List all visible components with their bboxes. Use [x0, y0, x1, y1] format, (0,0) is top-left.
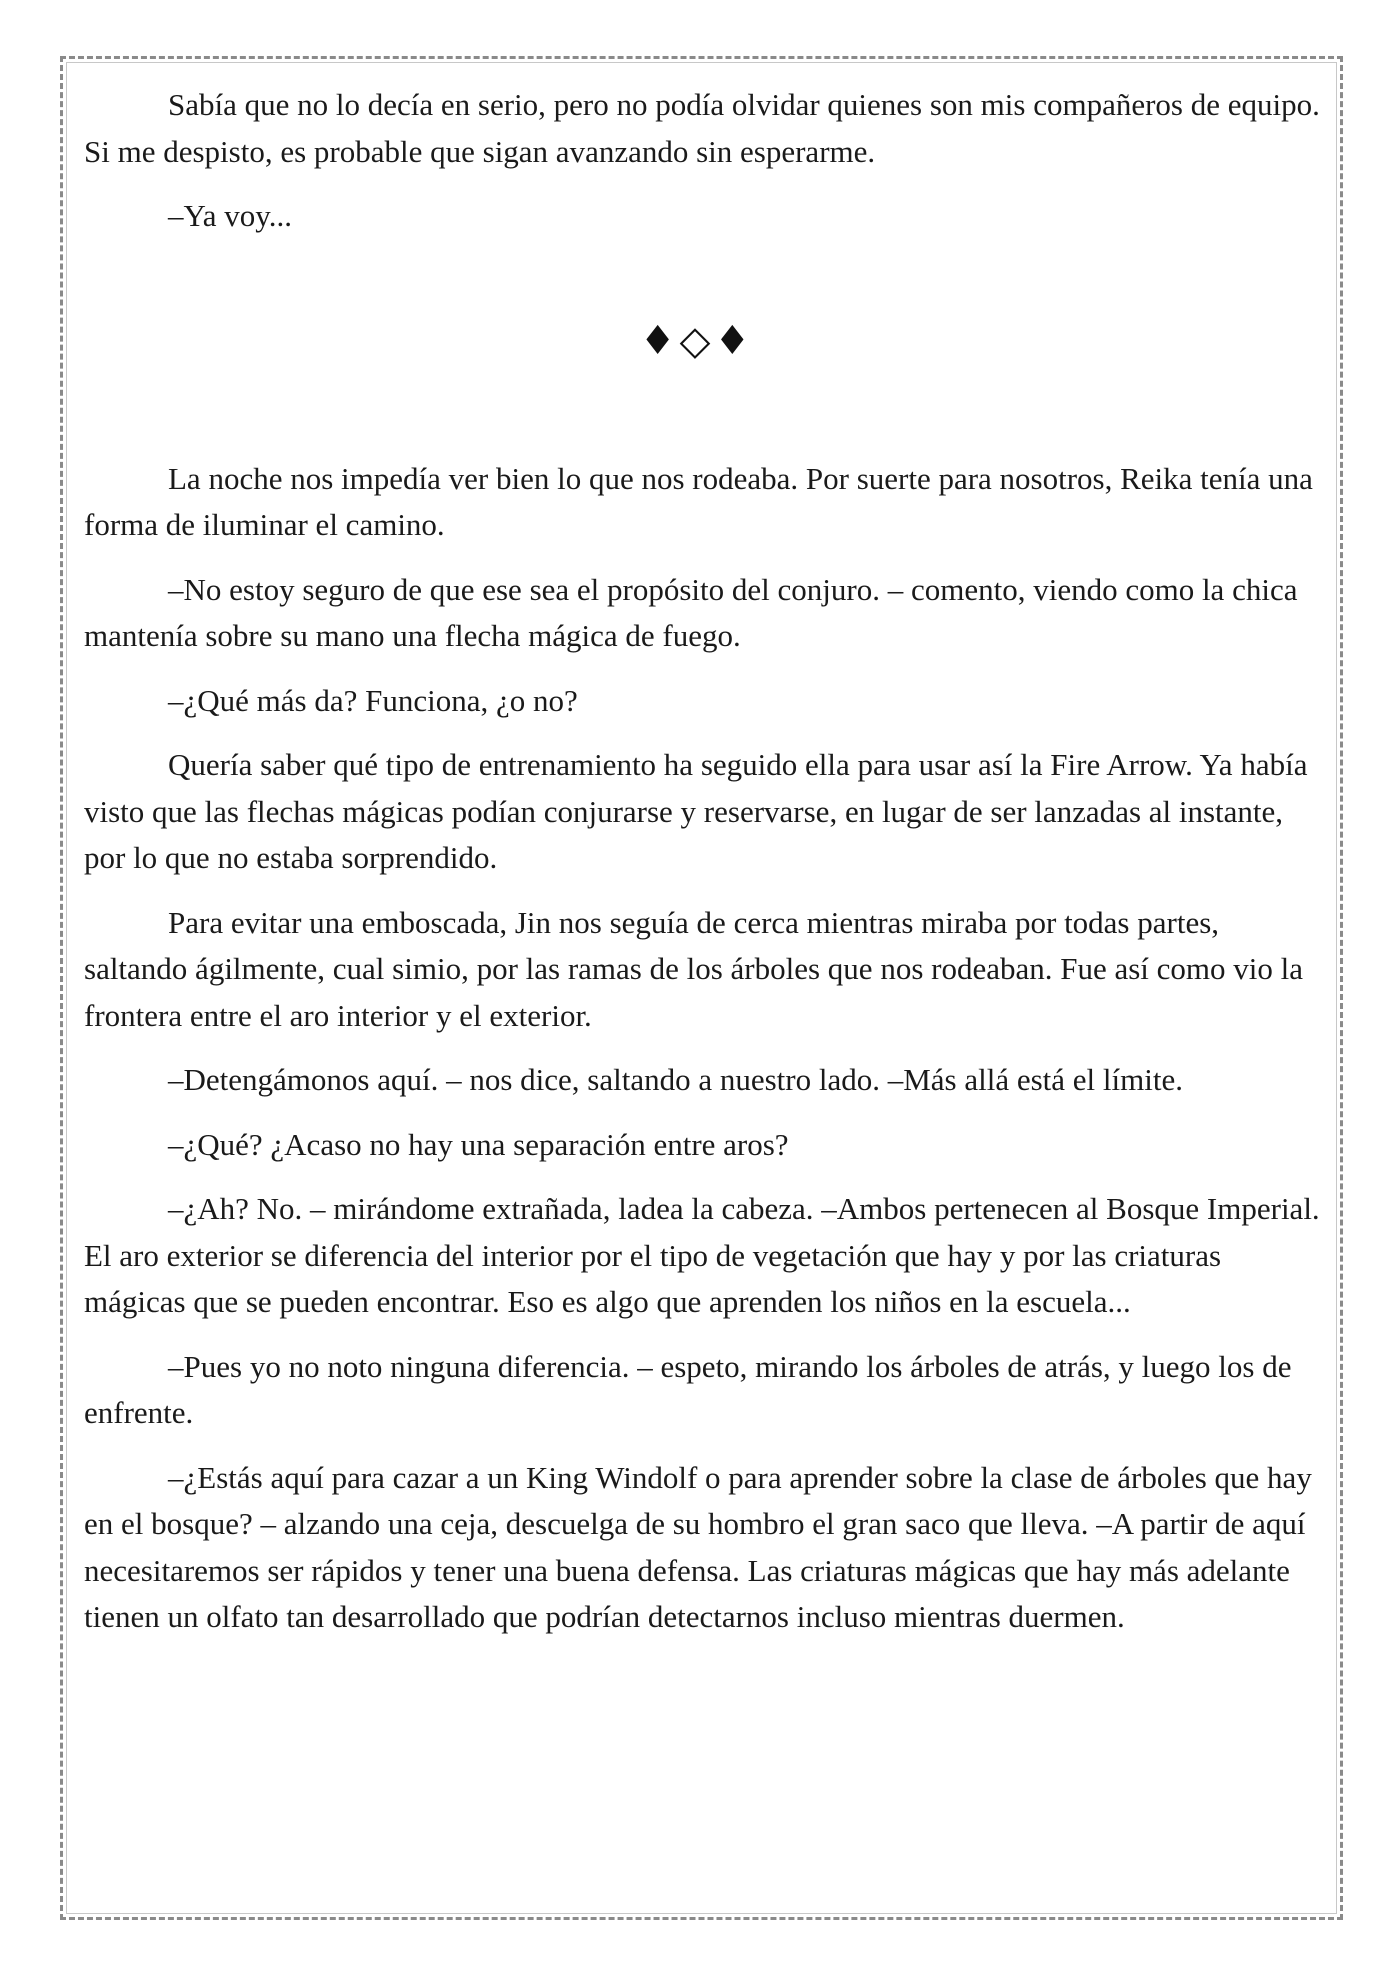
paragraph: Quería saber qué tipo de entrenamiento ha seguido ella para usar así la Fire Arrow. Ya había visto que las flechas mágicas podían conjurarse y reservarse, en lugar de ser lanzadas al instante, por lo que no estaba sorprendido. [84, 747, 1308, 875]
paragraph: –Ya voy... [168, 198, 293, 233]
paragraph: Sabía que no lo decía en serio, pero no podía olvidar quienes son mis compañeros de equipo. Si me despisto, es probable que sigan avanzando sin esperarme. [84, 87, 1320, 169]
paragraph: –Detengámonos aquí. – nos dice, saltando a nuestro lado. –Más allá está el límite. [168, 1062, 1183, 1097]
paragraph: Para evitar una emboscada, Jin nos seguía de cerca mientras miraba por todas partes, saltando ágilmente, cual simio, por las ramas de los árboles que nos rodeaban. Fue así como vio la frontera entre el aro interior y el exterior. [84, 904, 1304, 1033]
paragraph: La noche nos impedía ver bien lo que nos rodeaba. Por suerte para nosotros, Reika tenía una forma de iluminar el camino. [84, 460, 1313, 542]
page-content [84, 82, 1324, 1659]
scene-break-ornament: ♦◇♦ [639, 317, 755, 364]
paragraph: –No estoy seguro de que ese sea el propósito del conjuro. – comento, viendo como la chica mantenía sobre su mano una flecha mágica de fuego. [84, 571, 1298, 653]
paragraph: –¿Qué más da? Funciona, ¿o no? [168, 682, 578, 718]
paragraph: –¿Qué? ¿Acaso no hay una separación entre aros? [168, 1126, 789, 1162]
paragraph: –Pues yo no noto ninguna diferencia. – espeto, mirando los árboles de atrás, y luego los de enfrente. [84, 1348, 1292, 1430]
paragraph: –¿Ah? No. – mirándome extrañada, ladea la cabeza. –Ambos pertenecen al Bosque Imperial. El aro exterior se diferencia del interior por el tipo de vegetación que hay y por las criaturas mágicas que se pueden encontrar. Eso es algo que aprenden los niños en la escuela... [84, 1191, 1320, 1319]
paragraph: –¿Estás aquí para cazar a un King Windolf o para aprender sobre la clase de árboles que hay en el bosque? – alzando una ceja, descuelga de su hombro el gran saco que lleva. –A partir de aquí necesitaremos ser rápidos y tener una buena defensa. Las criaturas mágicas que hay más adelante tienen un olfato tan desarrollado que podrían detectarnos incluso mientras duermen. [84, 1459, 1312, 1634]
